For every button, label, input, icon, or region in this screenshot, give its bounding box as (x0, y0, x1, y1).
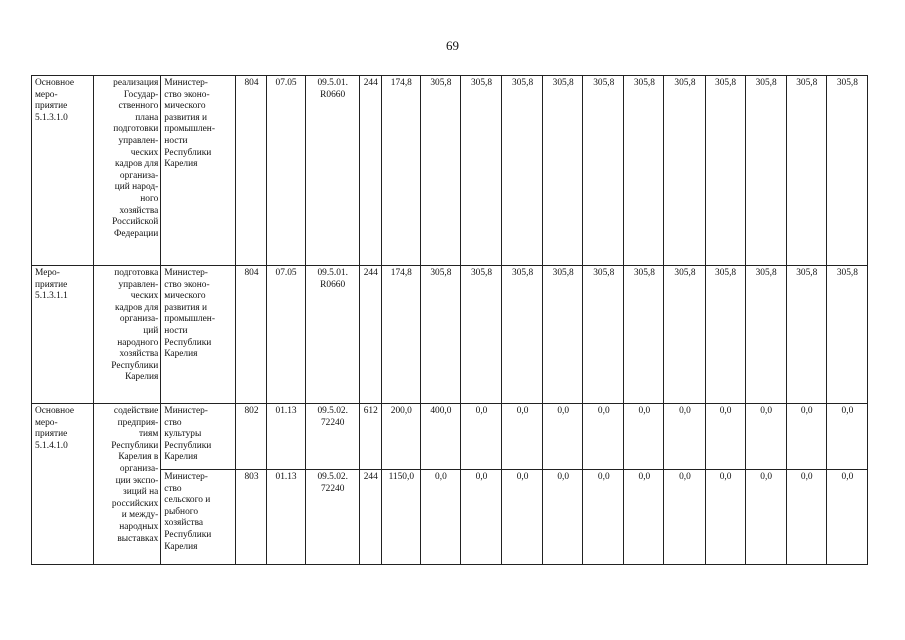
year-value: 0,0 (786, 404, 826, 470)
year-value: 0,0 (460, 470, 501, 565)
expense-type-code: 244 (359, 470, 381, 565)
year-value: 0,0 (543, 470, 583, 565)
year-value: 305,8 (745, 266, 786, 404)
year-value: 0,0 (826, 470, 867, 565)
year-value: 0,0 (420, 470, 460, 565)
year-value: 305,8 (502, 266, 543, 404)
budget-table (31, 75, 868, 565)
year-value: 0,0 (705, 470, 745, 565)
year-value: 305,8 (826, 266, 867, 404)
grbs-code: 804 (236, 76, 266, 266)
year-value: 0,0 (664, 404, 705, 470)
year-value: 0,0 (826, 404, 867, 470)
table-row (32, 404, 868, 470)
target-article-code: 09.5.02. 72240 (305, 470, 359, 565)
year-value: 0,0 (583, 470, 624, 565)
year-value: 305,8 (420, 76, 460, 266)
target-article-code: 09.5.01. R0660 (305, 266, 359, 404)
year-value: 1150,0 (381, 470, 420, 565)
event-name: Меро- приятие 5.1.3.1.1 (32, 266, 94, 404)
event-description: содействие предприя- тиям Республики Карелия в организа- ции экспо- зиций на российских и между- народных выставках (94, 404, 161, 565)
year-value: 305,8 (460, 266, 501, 404)
year-value: 305,8 (543, 266, 583, 404)
year-value: 305,8 (543, 76, 583, 266)
expense-type-code: 612 (359, 404, 381, 470)
year-value: 305,8 (705, 266, 745, 404)
year-value: 305,8 (624, 76, 664, 266)
responsible-organization: Министер- ство сельского и рыбного хозяйства Республики Карелия (161, 470, 236, 565)
year-value: 0,0 (624, 404, 664, 470)
event-name: Основное меро- приятие 5.1.4.1.0 (32, 404, 94, 565)
page-number: 69 (446, 38, 459, 53)
year-value: 174,8 (381, 266, 420, 404)
year-value: 305,8 (664, 266, 705, 404)
target-article-code: 09.5.01. R0660 (305, 76, 359, 266)
section-code: 01.13 (266, 470, 305, 565)
expense-type-code: 244 (359, 76, 381, 266)
section-code: 01.13 (266, 404, 305, 470)
year-value: 0,0 (543, 404, 583, 470)
year-value: 0,0 (624, 470, 664, 565)
grbs-code: 804 (236, 266, 266, 404)
event-description: подготовка управлен- ческих кадров для организа- ций народного хозяйства Республики Карелия (94, 266, 161, 404)
year-value: 305,8 (420, 266, 460, 404)
expense-type-code: 244 (359, 266, 381, 404)
year-value: 0,0 (460, 404, 501, 470)
responsible-organization: Министер- ство эконо- мического развития и промышлен- ности Республики Карелия (161, 266, 236, 404)
year-value: 305,8 (624, 266, 664, 404)
year-value: 0,0 (583, 404, 624, 470)
responsible-organization: Министер- ство эконо- мического развития и промышлен- ности Республики Карелия (161, 76, 236, 266)
year-value: 0,0 (502, 470, 543, 565)
year-value: 305,8 (583, 76, 624, 266)
year-value: 0,0 (502, 404, 543, 470)
year-value: 400,0 (420, 404, 460, 470)
event-name: Основное меро- приятие 5.1.3.1.0 (32, 76, 94, 266)
year-value: 305,8 (786, 266, 826, 404)
table-row (32, 266, 868, 404)
year-value: 0,0 (745, 470, 786, 565)
year-value: 305,8 (745, 76, 786, 266)
year-value: 305,8 (664, 76, 705, 266)
section-code: 07.05 (266, 76, 305, 266)
year-value: 174,8 (381, 76, 420, 266)
year-value: 305,8 (826, 76, 867, 266)
year-value: 305,8 (460, 76, 501, 266)
year-value: 305,8 (502, 76, 543, 266)
year-value: 0,0 (745, 404, 786, 470)
table-row (32, 76, 868, 266)
year-value: 305,8 (786, 76, 826, 266)
grbs-code: 802 (236, 404, 266, 470)
table-body (32, 76, 868, 565)
event-description: реализация Государ- ственного плана подготовки управлен- ческих кадров для организа- ций народ- ного хозяйства Российской Федерации (94, 76, 161, 266)
year-value: 0,0 (664, 470, 705, 565)
year-value: 0,0 (705, 404, 745, 470)
section-code: 07.05 (266, 266, 305, 404)
year-value: 0,0 (786, 470, 826, 565)
year-value: 305,8 (705, 76, 745, 266)
grbs-code: 803 (236, 470, 266, 565)
year-value: 305,8 (583, 266, 624, 404)
target-article-code: 09.5.02. 72240 (305, 404, 359, 470)
responsible-organization: Министер- ство культуры Республики Карелия (161, 404, 236, 470)
year-value: 200,0 (381, 404, 420, 470)
